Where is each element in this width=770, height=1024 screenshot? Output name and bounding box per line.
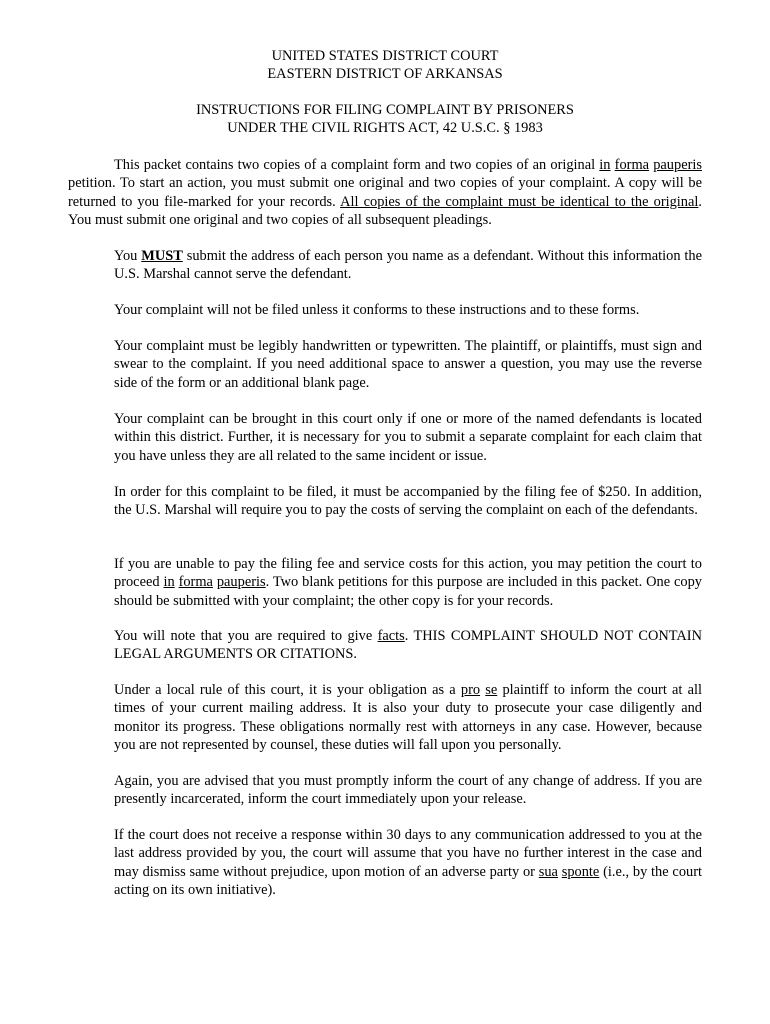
paragraph-handwritten: Your complaint must be legibly handwritten or typewritten. The plaintiff, or plaintiffs, must sign and swear to the complaint. If you need additional space to answer a question, you may use the reverse side of the form or an additional blank page. [114,338,702,391]
paragraph-packet-contents: This packet contains two copies of a complaint form and two copies of an original in forma pauperis petition. To start an action, you must submit one original and two copies of your complaint. A copy will be returned to you file-marked for your records. All copies of the complaint must be identical to the original. You must submit one original and two copies of all subsequent pleadings. [68,157,702,228]
title-line-2: UNDER THE CIVIL RIGHTS ACT, 42 U.S.C. § 1983 [227,120,543,136]
paragraph-facts: You will note that you are required to give facts. THIS COMPLAINT SHOULD NOT CONTAIN LEGAL ARGUMENTS OR CITATIONS. [114,628,702,663]
paragraph-filing-fee: In order for this complaint to be filed, it must be accompanied by the filing fee of $250. In addition, the U.S. Marshal will require you to pay the costs of serving the complaint on each of the defendants. [114,484,702,519]
document-title [0,101,770,137]
court-district: EASTERN DISTRICT OF ARKANSAS [267,66,503,82]
title-line-1: INSTRUCTIONS FOR FILING COMPLAINT BY PRISONERS [196,102,574,118]
paragraph-response-deadline: If the court does not receive a response within 30 days to any communication addressed to you at the last address provided by you, the court will assume that you have no further interest in the case and may dismiss same without prejudice, upon motion of an adverse party or sua sponte (i.e., by the court acting on its own initiative). [114,827,703,898]
court-heading [0,47,770,83]
paragraph-venue: Your complaint can be brought in this court only if one or more of the named defendants is located within this district. Further, it is necessary for you to submit a separate complaint for each claim that you have unless they are all related to the same incident or issue. [114,411,702,464]
paragraph-in-forma-pauperis: If you are unable to pay the filing fee and service costs for this action, you may petition the court to proceed in forma pauperis. Two blank petitions for this purpose are included in this packet. One copy should be submitted with your complaint; the other copy is for your records. [114,556,702,609]
paragraph-change-of-address: Again, you are advised that you must promptly inform the court of any change of address. If you are presently incarcerated, inform the court immediately upon your release. [114,773,702,808]
court-name: UNITED STATES DISTRICT COURT [271,48,499,64]
paragraph-conform-instructions: Your complaint will not be filed unless it conforms to these instructions and to these forms. [114,302,640,318]
paragraph-pro-se-obligations: Under a local rule of this court, it is your obligation as a pro se plaintiff to inform the court at all times of your current mailing address. It is also your duty to prosecute your case diligently and monitor its progress. These obligations normally rest with attorneys in any case. However, because you are not represented by counsel, these duties will fall upon you personally. [114,682,702,753]
paragraph-defendant-address: You MUST submit the address of each person you name as a defendant. Without this information the U.S. Marshal cannot serve the defendant. [114,248,702,283]
